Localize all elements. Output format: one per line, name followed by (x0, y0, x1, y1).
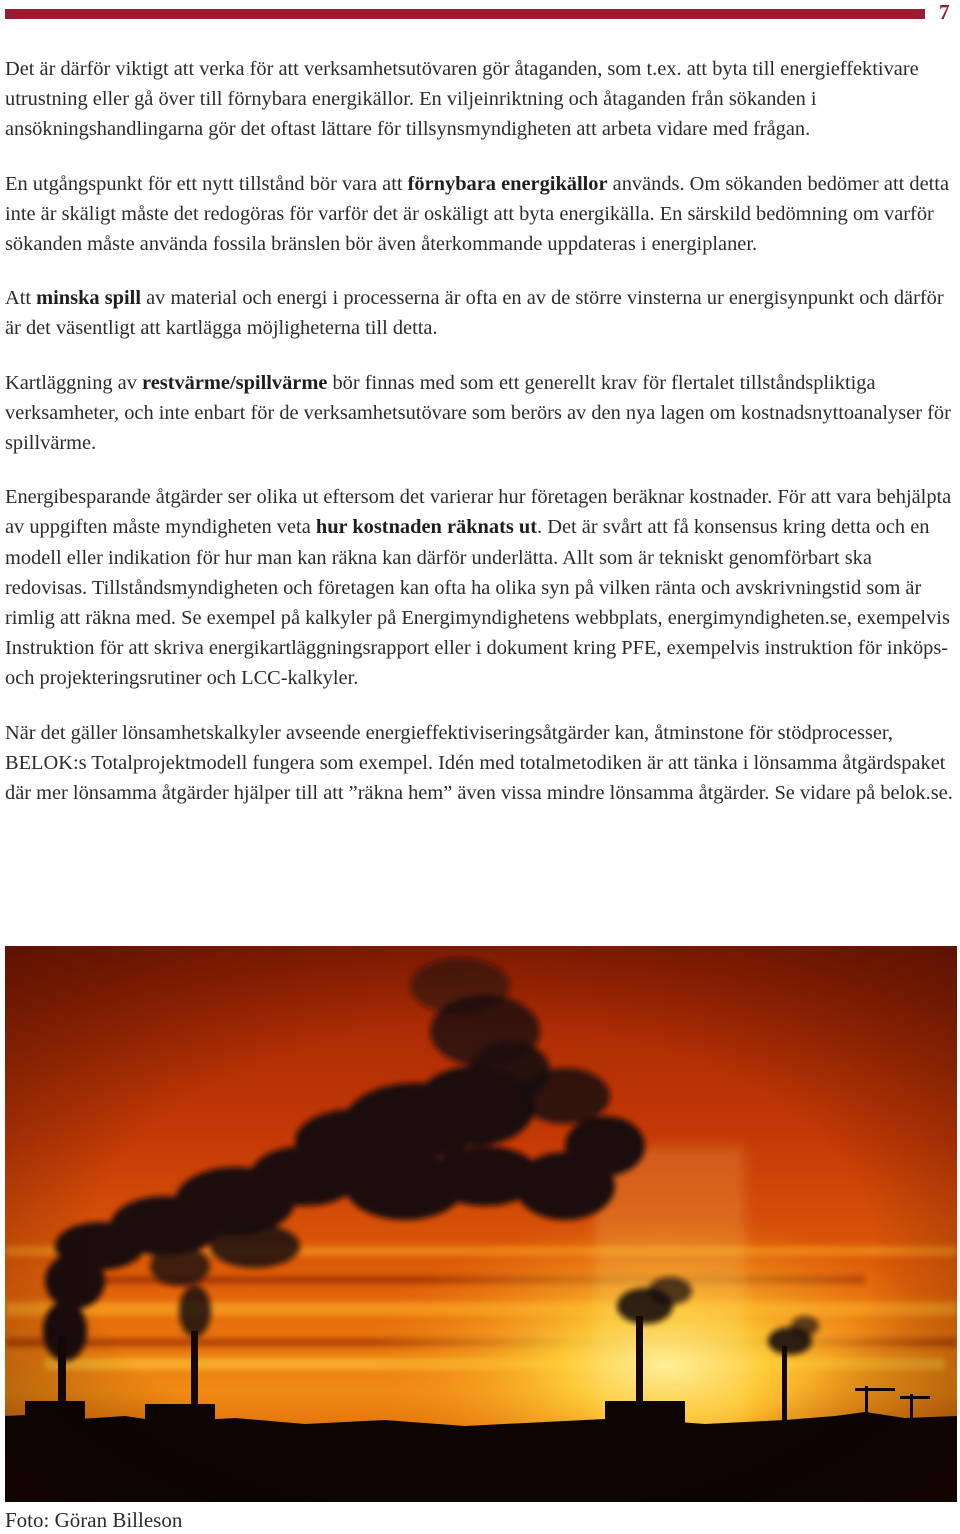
paragraph-1: Det är därför viktigt att verka för att verksamhetsutövaren gör åtaganden, som t.ex. att byta till energieffektivare utrustning eller gå över till förnybara energikällor. En viljeinriktning och åtaganden från sökanden i ansökningshandlingarna gör det oftast lättare för tillsynsmyndigheten att arbeta vidare med frågan. (5, 58, 919, 141)
paragraph-5-after: . Det är svårt att få konsensus kring detta och en modell eller indikation för hur man kan räkna kan därför underlätta. Allt som är tekniskt genomförbart ska redovisas. Tillståndsmyndigheten och företagen kan ofta ha olika syn på vilken ränta och avskrivningstid som är rimlig att räkna med. Se exempel på kalkyler på Energimyndighetens webbplats, energimyndigheten.se, exempelvis Instruktion för att skriva energikartläggningsrapport eller i dokument kring PFE, exempelvis instruktion för inköps- och projekteringsrutiner och LCC-kalkyler. (5, 516, 950, 690)
paragraph-4-before: Kartläggning av (5, 371, 143, 394)
emphasis-renewable-energy: förnybara energikällor (407, 172, 608, 195)
body-text (5, 54, 955, 832)
paragraph-2-after: används. Om sökanden bedömer att detta inte är skäligt måste det redogöras för varför det är oskäligt att byta energikälla. En särskild bedömning om varför sökanden måste använda fossila bränslen bör även återkommande uppdateras i energiplaner. (5, 172, 950, 256)
paragraph-6: När det gäller lönsamhetskalkyler avseende energieffektiviseringsåtgärder kan, åtminstone för stödprocesser, BELOK:s Totalprojektmodell fungera som exempel. Idén med totalmetodiken är att tänka i lönsamma åtgärdspaket där mer lönsamma åtgärder hjälper till att ”räkna hem” även vissa mindre lönsamma åtgärder. Se vidare på belok.se. (5, 721, 953, 805)
paragraph-4-after: bör finnas med som ett generellt krav för flertalet tillståndspliktiga verksamheter, och inte enbart för de verksamhetsutövare som berörs av den nya lagen om kostnadsnyttoanalyser för spillvärme. (5, 371, 951, 455)
page-number: 7 (939, 0, 950, 24)
sunset-smoke-photo (5, 946, 957, 1502)
header-accent-bar (5, 9, 925, 19)
paragraph-3-after: av material och energi i processerna är ofta en av de större vinsterna ur energisynpunkt och därför är det väsentligt att kartlägga möjligheterna till detta. (5, 287, 944, 340)
paragraph-3-before: Att (5, 287, 37, 310)
paragraph-4 (5, 368, 955, 459)
paragraph-5-before: Energibesparande åtgärder ser olika ut eftersom det varierar hur företagen beräknar kostnader. För att vara behjälpta av uppgiften måste myndigheten veta (5, 486, 952, 539)
paragraph-3 (5, 283, 955, 343)
emphasis-cost-calculation: hur kostnaden räknats ut (315, 516, 538, 539)
emphasis-reduce-waste: minska spill (36, 287, 141, 310)
paragraph-2-before: En utgångspunkt för ett nytt tillstånd bör vara att (5, 172, 408, 195)
photo-caption: Foto: Göran Billeson (5, 1508, 183, 1532)
emphasis-residual-heat: restvärme/spillvärme (142, 371, 328, 394)
paragraph-2 (5, 169, 955, 260)
paragraph-5 (5, 482, 955, 693)
